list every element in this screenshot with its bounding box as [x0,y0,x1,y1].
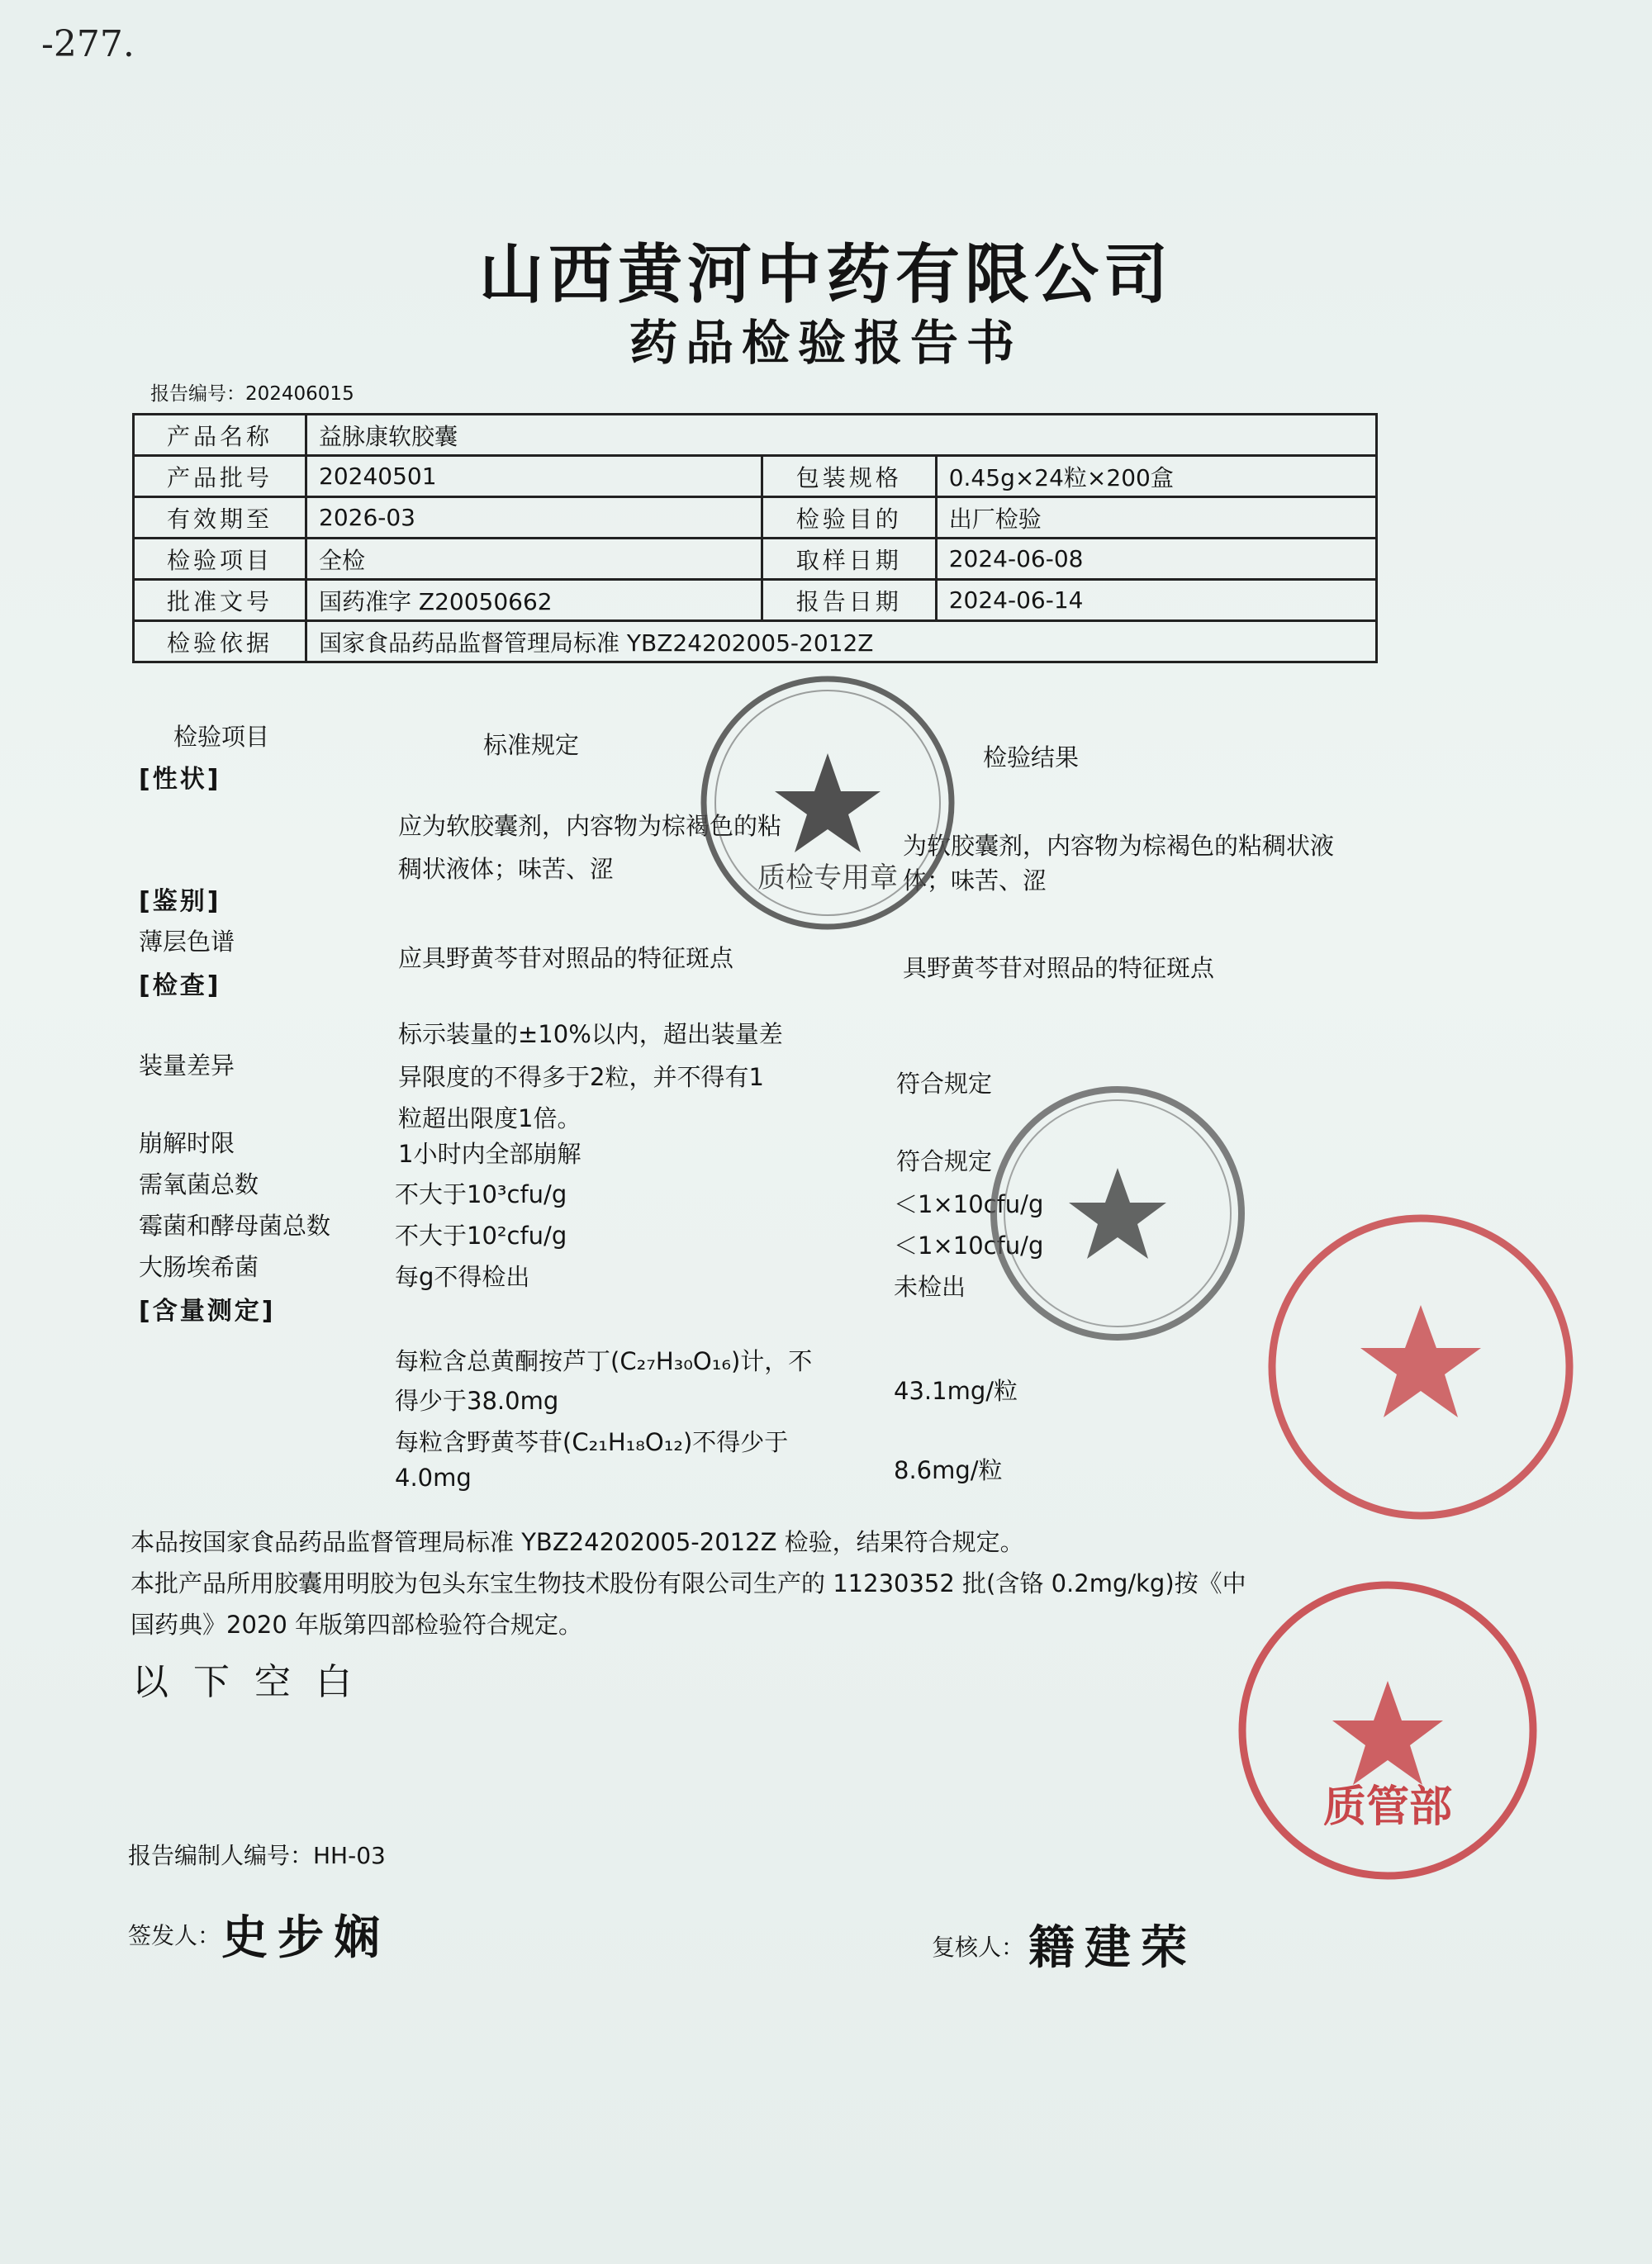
ecoli-result: 未检出 [894,1273,966,1301]
table-row [134,539,1377,580]
section-identify: [鉴别] [139,887,221,916]
document-title: 药品检验报告书 [629,315,1023,371]
table-row [134,456,1377,497]
table-row [134,415,1377,456]
company-name: 山西黄河中药有限公司 [478,237,1173,312]
sample-date-value: 2024-06-08 [936,539,1376,580]
col-header-standard: 标准规定 [483,731,580,759]
conclusion-line1: 本品按国家食品药品监督管理局标准 YBZ24202005-2012Z 检验，结果符合规定。 [131,1528,1024,1556]
fill-standard-line1: 标示装量的±10%以内，超出装量差 [398,1020,783,1048]
red-stamp-jilin [1260,1206,1582,1528]
disint-result: 符合规定 [896,1147,993,1175]
item-value: 全检 [306,539,762,580]
mold-result: ＜1×10cfu/g [894,1232,1044,1260]
fill-name: 装量差异 [139,1051,235,1080]
fill-standard-line2: 异限度的不得多于2粒，并不得有1 [398,1063,764,1091]
basis-value: 国家食品药品监督管理局标准 YBZ24202005-2012Z [306,621,1377,662]
table-row [134,497,1377,539]
section-assay: [含量测定] [139,1297,276,1326]
trait-standard-line1: 应为软胶囊剂，内容物为棕褐色的粘 [398,812,782,840]
ecoli-standard: 每g不得检出 [395,1263,530,1291]
expiry-label: 有效期至 [134,497,306,539]
aerobic-standard: 不大于10³cfu/g [395,1180,567,1208]
svg-text:质检专用章: 质检专用章 [757,861,898,895]
blank-note: 以 下 空 白 [132,1661,358,1703]
col-header-result: 检验结果 [983,743,1080,771]
assay2-result: 8.6mg/粒 [894,1456,1003,1484]
trait-result-line2: 体；味苦、涩 [903,866,1047,895]
purpose-label: 检验目的 [762,497,936,539]
report-date-value: 2024-06-14 [936,580,1376,621]
purpose-value: 出厂检验 [936,497,1376,539]
star-icon [1069,1168,1166,1259]
assay2-standard-line1: 每粒含野黄芩苷(C₂₁H₁₈O₁₂)不得少于 [395,1428,789,1456]
red-stamp-guangxi [1231,1573,1545,1887]
pack-value: 0.45g×24粒×200盒 [936,456,1376,497]
issuer-label: 签发人： [128,1922,221,1949]
assay1-standard-line2: 得少于38.0mg [395,1387,559,1415]
ecoli-name: 大肠埃希菌 [139,1253,259,1281]
handwritten-note: -277. [41,23,135,65]
basis-label: 检验依据 [134,621,306,662]
tlc-standard: 应具野黄芩苷对照品的特征斑点 [398,944,734,972]
qc-stamp [695,671,960,935]
sample-date-label: 取样日期 [762,539,936,580]
disint-name: 崩解时限 [139,1129,235,1157]
product-name-label: 产品名称 [134,415,306,456]
assay1-result: 43.1mg/粒 [894,1377,1018,1405]
fill-result: 符合规定 [896,1070,993,1098]
mold-standard: 不大于10²cfu/g [395,1222,567,1250]
product-name-value: 益脉康软胶囊 [306,415,1377,456]
section-traits: [性状] [139,765,221,794]
compiler-id: 报告编制人编号：HH-03 [128,1842,386,1869]
trait-standard-line2: 稠状液体；味苦、涩 [398,855,615,883]
fill-standard-line3: 粒超出限度1倍。 [398,1104,582,1132]
conclusion-line3: 国药典》2020 年版第四部检验符合规定。 [131,1611,583,1639]
batch-value: 20240501 [306,456,762,497]
item-label: 检验项目 [134,539,306,580]
reviewer-signature: 籍建荣 [1028,1920,1197,1975]
assay2-standard-line2: 4.0mg [395,1464,472,1492]
round-company-stamp [981,1077,1254,1350]
expiry-value: 2026-03 [306,497,762,539]
svg-text:质管部: 质管部 [1322,1782,1453,1832]
batch-label: 产品批号 [134,456,306,497]
aerobic-name: 需氧菌总数 [139,1170,259,1198]
approval-label: 批准文号 [134,580,306,621]
table-row [134,580,1377,621]
table-row [134,621,1377,662]
star-icon [1332,1681,1443,1785]
pack-label: 包装规格 [762,456,936,497]
mold-name: 霉菌和酵母菌总数 [139,1212,331,1240]
star-icon [1360,1305,1481,1417]
star-icon [775,753,881,852]
trait-result-line1: 为软胶囊剂，内容物为棕褐色的粘稠状液 [903,832,1335,860]
section-check: [检查] [139,971,221,1000]
approval-value: 国药准字 Z20050662 [306,580,762,621]
report-number: 报告编号：202406015 [150,383,354,405]
info-table [132,413,1378,663]
aerobic-result: ＜1×10cfu/g [894,1190,1044,1218]
tlc-name: 薄层色谱 [139,928,235,956]
assay1-standard-line1: 每粒含总黄酮按芦丁(C₂₇H₃₀O₁₆)计，不 [395,1347,813,1375]
reviewer-label: 复核人： [932,1934,1025,1961]
disint-standard: 1小时内全部崩解 [398,1140,582,1168]
issuer-signature: 史步娴 [221,1910,390,1965]
col-header-item: 检验项目 [173,723,270,751]
report-date-label: 报告日期 [762,580,936,621]
conclusion-line2: 本批产品所用胶囊用明胶为包头东宝生物技术股份有限公司生产的 11230352 批(含铬 0.2mg/kg)按《中 [131,1569,1246,1597]
tlc-result: 具野黄芩苷对照品的特征斑点 [903,954,1215,982]
